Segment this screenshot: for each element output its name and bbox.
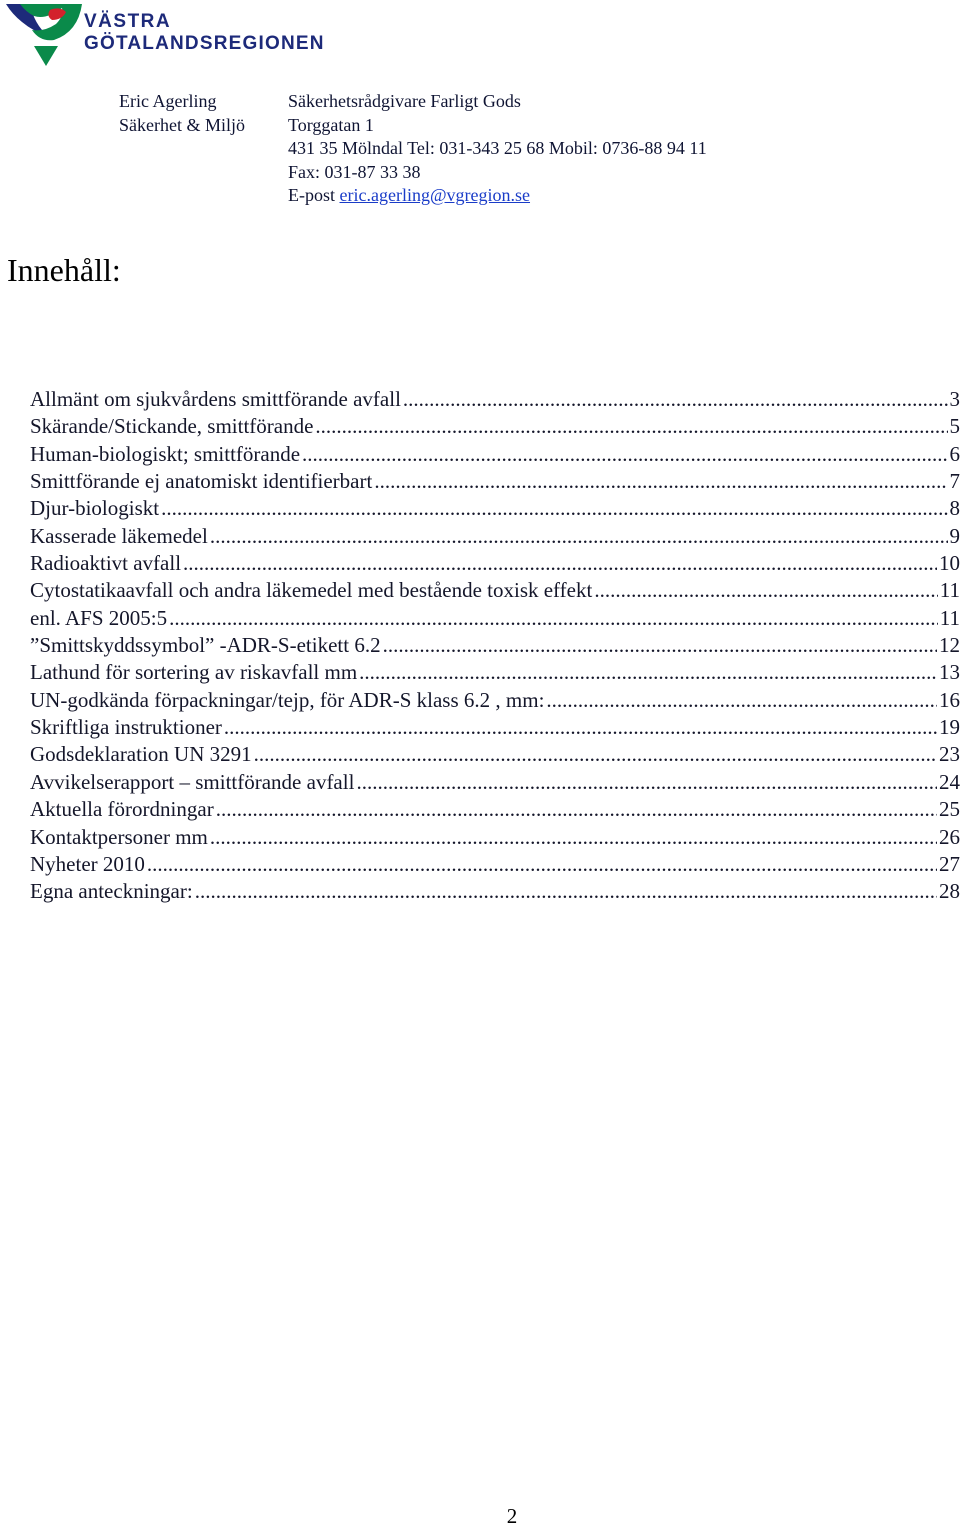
vgr-emblem-icon <box>4 2 86 68</box>
contact-row <box>119 137 707 161</box>
toc-title: Skärande/Stickande, smittförande <box>30 414 313 439</box>
logo-line2: GÖTALANDSREGIONEN <box>84 34 325 53</box>
toc-leader <box>195 879 937 904</box>
toc-entry[interactable] <box>30 524 960 551</box>
toc-title: Djur-biologiskt <box>30 496 159 521</box>
toc-page: 28 <box>939 879 960 904</box>
toc-title: Kasserade läkemedel <box>30 524 208 549</box>
toc-page: 24 <box>939 770 960 795</box>
toc-title: Lathund för sortering av riskavfall mm <box>30 660 357 685</box>
contact-spacer <box>119 161 288 185</box>
toc-page: 23 <box>939 742 960 767</box>
toc-title: Smittförande ej anatomiskt identifierbart <box>30 469 372 494</box>
table-of-contents <box>30 387 960 907</box>
toc-title: Nyheter 2010 <box>30 852 145 877</box>
toc-leader <box>210 825 937 850</box>
toc-page: 7 <box>950 469 960 494</box>
toc-title: Egna anteckningar: <box>30 879 193 904</box>
contact-fax: Fax: 031-87 33 38 <box>288 161 421 185</box>
toc-page: 27 <box>939 852 960 877</box>
contact-block <box>119 90 707 208</box>
toc-page: 11 <box>940 578 960 603</box>
toc-page: 3 <box>950 387 960 412</box>
toc-page: 6 <box>950 442 960 467</box>
toc-page: 11 <box>940 606 960 631</box>
toc-leader <box>161 496 947 521</box>
contact-row <box>119 114 707 138</box>
toc-leader <box>254 742 937 767</box>
contact-street: Torggatan 1 <box>288 114 374 138</box>
toc-entry[interactable] <box>30 797 960 824</box>
toc-title: UN-godkända förpackningar/tejp, för ADR-S klass 6.2 , mm: <box>30 688 544 713</box>
page-title: Innehåll: <box>7 252 121 289</box>
contact-spacer <box>119 137 288 161</box>
toc-page: 5 <box>950 414 960 439</box>
email-link[interactable]: eric.agerling@vgregion.se <box>340 185 531 205</box>
toc-page: 13 <box>939 660 960 685</box>
toc-leader <box>315 414 947 439</box>
toc-entry[interactable] <box>30 879 960 906</box>
toc-entry[interactable] <box>30 770 960 797</box>
toc-entry[interactable] <box>30 852 960 879</box>
toc-title: Aktuella förordningar <box>30 797 214 822</box>
contact-email-line <box>288 184 530 208</box>
toc-leader <box>147 852 937 877</box>
toc-entry[interactable] <box>30 387 960 414</box>
toc-page: 8 <box>950 496 960 521</box>
contact-row <box>119 184 707 208</box>
toc-entry[interactable] <box>30 688 960 715</box>
toc-entry[interactable] <box>30 414 960 441</box>
toc-entry[interactable] <box>30 660 960 687</box>
toc-leader <box>383 633 937 658</box>
logo-line1: VÄSTRA <box>84 12 171 31</box>
toc-title: Allmänt om sjukvårdens smittförande avfall <box>30 387 401 412</box>
toc-entry[interactable] <box>30 633 960 660</box>
toc-entry[interactable] <box>30 742 960 769</box>
toc-leader <box>403 387 948 412</box>
contact-name: Eric Agerling <box>119 90 288 114</box>
toc-page: 12 <box>939 633 960 658</box>
toc-leader <box>356 770 937 795</box>
toc-entry[interactable] <box>30 825 960 852</box>
toc-entry[interactable] <box>30 578 960 605</box>
toc-leader <box>302 442 947 467</box>
page-number: 2 <box>500 1504 524 1529</box>
toc-leader <box>594 578 937 603</box>
toc-leader <box>216 797 937 822</box>
toc-title: Godsdeklaration UN 3291 <box>30 742 252 767</box>
toc-title: Radioaktivt avfall <box>30 551 181 576</box>
toc-leader <box>169 606 938 631</box>
toc-page: 26 <box>939 825 960 850</box>
email-prefix: E-post <box>288 185 340 205</box>
toc-entry[interactable] <box>30 551 960 578</box>
toc-leader <box>210 524 948 549</box>
vgr-logo <box>4 2 344 68</box>
toc-title: Human-biologiskt; smittförande <box>30 442 300 467</box>
contact-department: Säkerhet & Miljö <box>119 114 288 138</box>
toc-leader <box>359 660 937 685</box>
toc-page: 25 <box>939 797 960 822</box>
toc-leader <box>374 469 947 494</box>
toc-entry[interactable] <box>30 442 960 469</box>
contact-phone: 431 35 Mölndal Tel: 031-343 25 68 Mobil: 0736-88 94 11 <box>288 137 707 161</box>
contact-spacer <box>119 184 288 208</box>
toc-entry[interactable] <box>30 469 960 496</box>
toc-page: 9 <box>950 524 960 549</box>
contact-row <box>119 90 707 114</box>
toc-leader <box>183 551 937 576</box>
contact-role: Säkerhetsrådgivare Farligt Gods <box>288 90 521 114</box>
toc-leader <box>224 715 937 740</box>
toc-page: 16 <box>939 688 960 713</box>
toc-page: 10 <box>939 551 960 576</box>
toc-title: Cytostatikaavfall och andra läkemedel med bestående toxisk effekt <box>30 578 592 603</box>
toc-title: Skriftliga instruktioner <box>30 715 222 740</box>
contact-row <box>119 161 707 185</box>
toc-title: ”Smittskyddssymbol” -ADR-S-etikett 6.2 <box>30 633 381 658</box>
toc-title: Kontaktpersoner mm <box>30 825 208 850</box>
toc-title: Avvikelserapport – smittförande avfall <box>30 770 354 795</box>
toc-entry[interactable] <box>30 496 960 523</box>
toc-leader <box>546 688 937 713</box>
toc-title: enl. AFS 2005:5 <box>30 606 167 631</box>
toc-page: 19 <box>939 715 960 740</box>
toc-entry[interactable] <box>30 715 960 742</box>
toc-entry[interactable] <box>30 606 960 633</box>
